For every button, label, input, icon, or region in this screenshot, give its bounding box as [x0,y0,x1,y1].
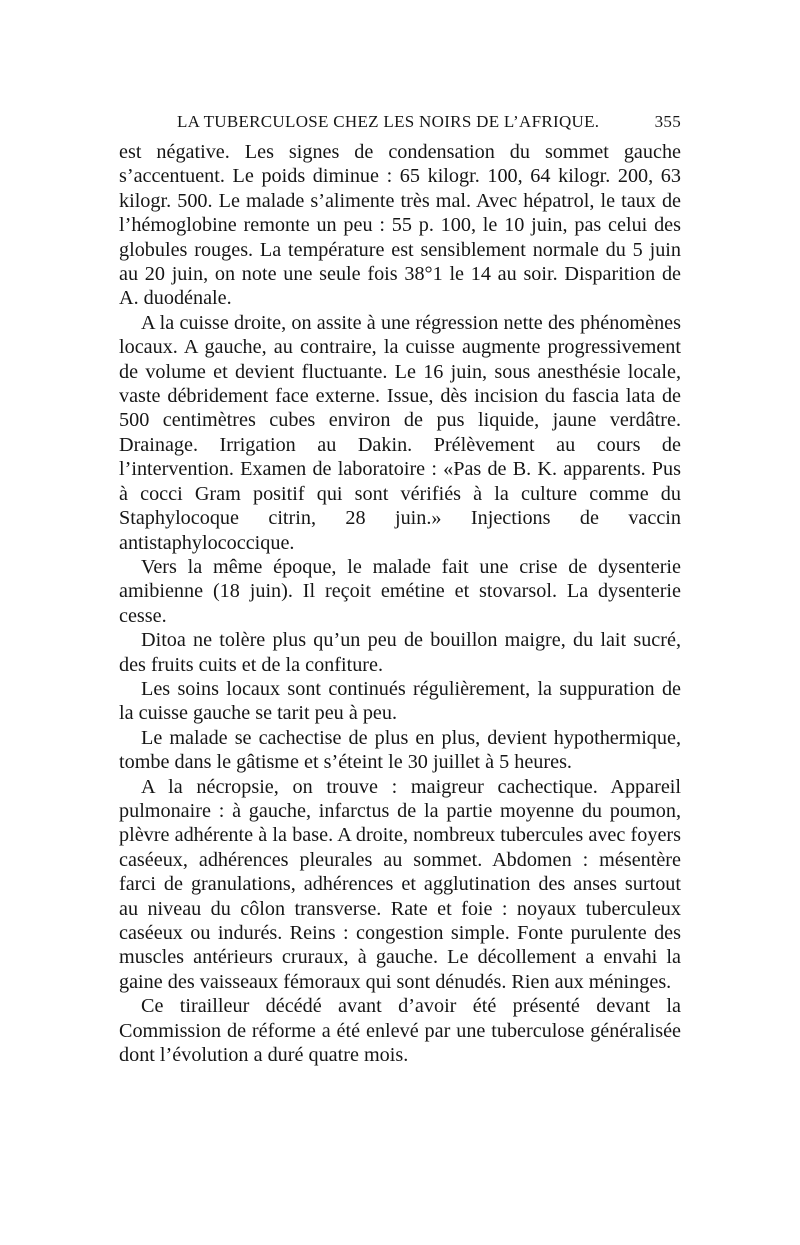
book-page [119,112,681,1067]
paragraph-1: est négative. Les signes de condensation du sommet gauche s’accentuent. Le poids diminue : 65 kilogr. 100, 64 kilogr. 200, 63 kilogr. 500. Le malade s’alimente très mal. Avec hépatrol, le taux de l’hémoglobine remonte un peu : 55 p. 100, le 10 juin, pas celui des globules rouges. La température est sensiblement normale du 5 juin au 20 juin, on note une seule fois 38°1 le 14 au soir. Disparition de A. duodénale. [119,141,681,310]
page-number: 355 [654,112,681,131]
running-title: LA TUBERCULOSE CHEZ LES NOIRS DE L’AFRIQUE. [177,112,600,131]
paragraph-8: Ce tirailleur décédé avant d’avoir été présenté devant la Commission de réforme a été enlevé par une tuberculose généralisée dont l’évolution a duré quatre mois. [119,995,681,1067]
body-text [119,140,681,1067]
paragraph-2: A la cuisse droite, on assite à une régression nette des phénomènes locaux. A gauche, au contraire, la cuisse augmente progressivement de volume et devient fluctuante. Le 16 juin, sous anesthésie locale, vaste débridement face externe. Issue, dès incision du fascia lata de 500 centimètres cubes environ de pus liquide, jaune verdâtre. Drainage. Irrigation au Dakin. Prélèvement au cours de l’intervention. Examen de laboratoire : «Pas de B. K. apparents. Pus à cocci Gram positif qui sont vérifiés à la culture comme du Staphylocoque citrin, 28 juin.» Injections de vaccin antistaphylococcique. [119,311,681,554]
paragraph-3: Vers la même époque, le malade fait une crise de dysenterie amibienne (18 juin). Il reçoit emétine et stovarsol. La dysenterie cesse. [119,555,681,627]
paragraph-4: Ditoa ne tolère plus qu’un peu de bouillon maigre, du lait sucré, des fruits cuits et de la confiture. [119,629,681,676]
paragraph-7: A la nécropsie, on trouve : maigreur cachectique. Appareil pulmonaire : à gauche, infarctus de la partie moyenne du poumon, plèvre adhérente à la base. A droite, nombreux tubercules avec foyers caséeux, adhérences pleurales au sommet. Abdomen : mésentère farci de granulations, adhérences et agglutination des anses surtout au niveau du côlon transverse. Rate et foie : noyaux tuberculeux caséeux ou indurés. Reins : congestion simple. Fonte purulente des muscles antérieurs cruraux, à gauche. Le décollement a envahi la gaine des vaisseaux fémoraux qui sont dénudés. Rien aux méninges. [119,775,681,993]
paragraph-6: Le malade se cachectise de plus en plus, devient hypothermique, tombe dans le gâtisme et s’éteint le 30 juillet à 5 heures. [119,726,681,774]
running-head [119,112,681,134]
paragraph-5: Les soins locaux sont continués régulièrement, la suppuration de la cuisse gauche se tarit peu à peu. [119,677,681,725]
